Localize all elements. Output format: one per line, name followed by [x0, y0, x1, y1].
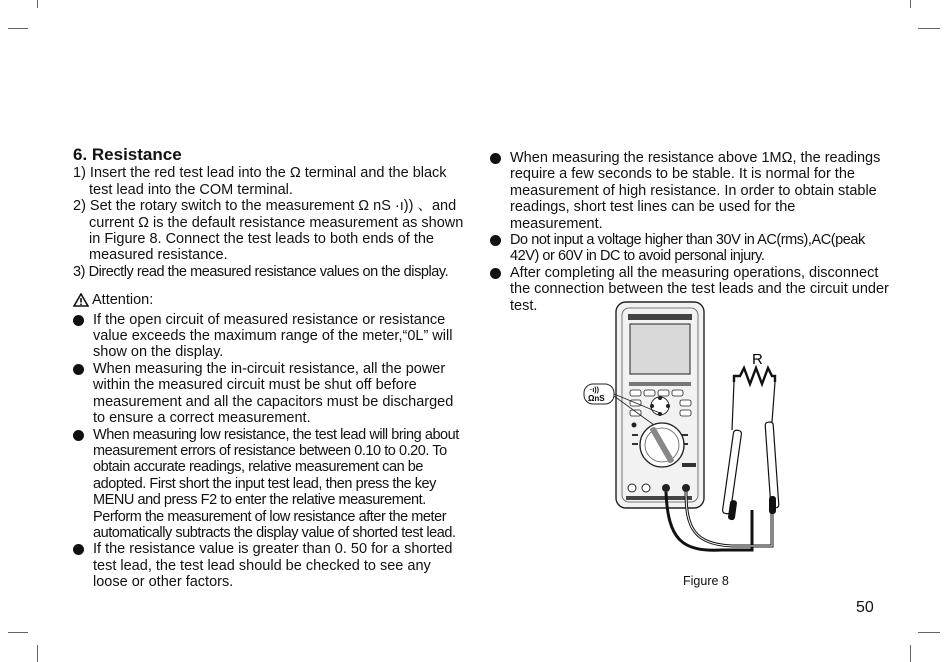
jack — [642, 484, 650, 492]
bullet-item: When measuring low resistance, the test lead will bring about measurement errors of resistance between 0.10 to 0.20. To obtain accurate readings, relative measurement can be adopted. First short the input test lead, then press the key MENU and press F2 to enter the relative measurement. Perform the measurement of low resistance after the meter automatically subtracts the display value of shorted test lead. — [73, 427, 468, 542]
crop-mark — [8, 28, 28, 29]
resistor-label: R — [752, 351, 763, 368]
bullet-icon — [73, 544, 84, 555]
callout-label: ΩnS — [588, 394, 605, 403]
right-column — [490, 150, 890, 314]
bullet-icon — [490, 235, 501, 246]
bullet-item: After completing all the measuring operations, disconnect the connection between the test leads and the circuit under test. — [490, 265, 890, 314]
bullet-item: Do not input a voltage higher than 30V in AC(rms),AC(peak 42V) or 60V in DC to avoid personal injury. — [490, 232, 890, 265]
crop-mark — [8, 632, 28, 633]
bullet-icon — [490, 268, 501, 279]
page-number: 50 — [856, 599, 874, 616]
bullet-item: If the resistance value is greater than 0. 50 for a shorted test lead, the test lead should be checked to see any loose or other factors. — [73, 541, 468, 590]
crop-mark — [910, 0, 911, 8]
probe-red — [765, 382, 779, 514]
attention-label: Attention: — [92, 292, 154, 309]
crop-mark — [918, 28, 940, 29]
probe-black — [722, 382, 742, 520]
crop-mark — [910, 645, 911, 662]
meter-display — [630, 324, 690, 374]
bullet-icon — [73, 315, 84, 326]
bullet-icon — [73, 364, 84, 375]
crop-mark — [918, 632, 940, 633]
section-title: 6. Resistance — [73, 145, 182, 164]
bullet-item: When measuring the resistance above 1MΩ, the readings require a few seconds to be stable. It is normal for the measurement of high resistance. In order to obtain stable readings, short test lines can be used for the measurement. — [490, 150, 890, 232]
crop-mark — [37, 0, 38, 8]
warning-icon — [73, 293, 89, 307]
step-3: 3) Directly read the measured resistance values on the display. — [73, 263, 449, 280]
attention-heading — [73, 292, 468, 308]
sound-icon: ·ı)) — [590, 387, 599, 394]
bullet-item: When measuring the in-circuit resistance, all the power within the measured circuit must be shut off before measurement and all the capacitors must be discharged to ensure a correct measurement. — [73, 361, 468, 427]
jack-com — [662, 484, 670, 492]
jack — [628, 484, 636, 492]
crop-mark — [37, 645, 38, 662]
bullet-icon — [73, 430, 84, 441]
bullet-icon — [490, 153, 501, 164]
resistor-symbol — [734, 368, 775, 384]
jack-ohm — [682, 484, 690, 492]
multimeter-figure — [582, 300, 812, 570]
step-1: 1) Insert the red test lead into the Ω terminal and the black test lead into the COM terminal. — [73, 165, 447, 198]
left-column — [73, 147, 468, 591]
step-2: 2) Set the rotary switch to the measurement Ω nS ·ı)) 、and current Ω is the default resistance measurement as shown in Figure 8. Connect the test leads to both ends of the measured resistance. — [73, 198, 464, 264]
figure-caption: Figure 8 — [683, 574, 729, 588]
bullet-item: If the open circuit of measured resistance or resistance value exceeds the maximum range of the meter,“0L” will show on the display. — [73, 312, 468, 361]
